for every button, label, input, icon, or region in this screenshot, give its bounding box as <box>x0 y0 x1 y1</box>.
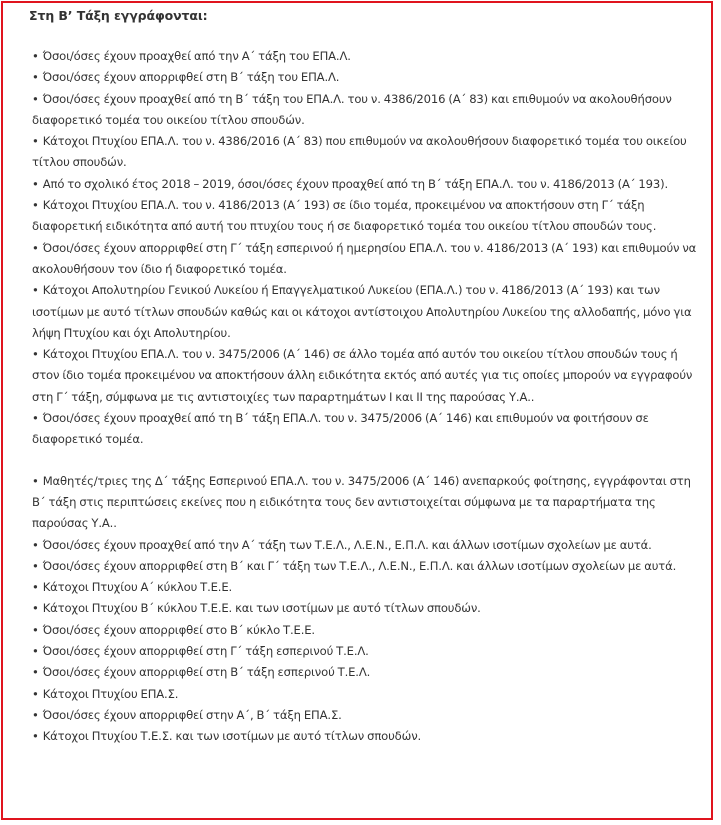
list-item <box>32 641 706 662</box>
list-item-text: Όσοι/όσες έχουν απορριφθεί στη Γ΄ τάξη εσπερινού Τ.Ε.Λ. <box>42 644 369 659</box>
list-item <box>32 535 706 556</box>
bullet-icon: • <box>32 347 39 362</box>
bullet-icon: • <box>32 686 39 701</box>
bullet-icon: • <box>32 665 39 680</box>
bullet-icon: • <box>32 601 39 616</box>
list-item-text: Όσοι/όσες έχουν απορριφθεί στη Β΄ τάξη εσπερινού Τ.Ε.Λ. <box>42 665 371 680</box>
bullet-icon: • <box>32 70 39 85</box>
list-item-text: Από το σχολικό έτος 2018 – 2019, όσοι/όσες έχουν προαχθεί από τη Β΄ τάξη ΕΠΑ.Λ. του ν. 4186/2013 (Α΄ 193). <box>42 176 669 191</box>
list-item-text: Κάτοχοι Πτυχίου ΕΠΑ.Λ. του ν. 3475/2006 (Α΄ 146) σε άλλο τομέα από αυτόν του οικείου τίτλου σπουδών τους ή στον ίδιο τομέα προκειμένου να αποκτήσουν άλλη ειδικότητα εκτός από αυτές για τις οποίες μπορούν να εγγραφούν στη Γ΄ τάξη, σύμφωνα με τις αντιστοιχίες των παραρτημάτων Ι και ΙΙ της παρούσας Υ.Α.. <box>32 347 693 404</box>
bullet-icon: • <box>32 240 39 255</box>
bullet-icon: • <box>32 537 39 552</box>
list-item-text: Κάτοχοι Πτυχίου ΕΠΑ.Λ. του ν. 4386/2016 (Α΄ 83) που επιθυμούν να ακολουθήσουν διαφορετικό τομέα του οικείου τίτλου σπουδών. <box>32 134 687 170</box>
list-item <box>32 577 706 598</box>
list-item <box>32 598 706 619</box>
list-item <box>32 684 706 705</box>
list-item <box>32 344 706 408</box>
list-item-text: Όσοι/όσες έχουν προαχθεί από την Α΄ τάξη του ΕΠΑ.Λ. <box>42 49 351 63</box>
list-item-text: Όσοι/όσες έχουν προαχθεί από τη Β΄ τάξη ΕΠΑ.Λ. του ν. 3475/2006 (Α΄ 146) και επιθυμούν να φοιτήσουν σε διαφορετικό τομέα. <box>32 411 649 447</box>
list-item <box>32 131 706 174</box>
bullet-icon: • <box>32 580 39 595</box>
list-item-text: Κάτοχοι Πτυχίου ΕΠΑ.Λ. του ν. 4186/2013 (Α΄ 193) σε ίδιο τομέα, προκειμένου να αποκτήσουν στη Γ΄ τάξη διαφορετική ειδικότητα από αυτή του πτυχίου τους ή σε διαφορετικό τομέα του οικείου τίτλου σπουδών τους. <box>32 198 657 234</box>
bullet-icon: • <box>32 49 39 63</box>
list-item <box>32 471 706 535</box>
list-item-text: Όσοι/όσες έχουν απορριφθεί στην Α΄, Β΄ τάξη ΕΠΑ.Σ. <box>42 707 342 722</box>
list-item-text: Κάτοχοι Πτυχίου Β΄ κύκλου Τ.Ε.Ε. και των ισοτίμων με αυτό τίτλων σπουδών. <box>42 601 481 616</box>
list-item <box>32 238 706 281</box>
list-item-text: Κάτοχοι Απολυτηρίου Γενικού Λυκείου ή Επαγγελματικού Λυκείου (ΕΠΑ.Λ.) του ν. 4186/2013 (Α΄ 193) και των ισοτίμων με αυτό τίτλων σπουδών καθώς και οι κάτοχοι αντίστοιχου Απολυτηρίου Λυκείου της αλλοδαπής, μόνο για λήψη Πτυχίου και όχι Απολυτηρίου. <box>32 283 692 340</box>
list-item <box>32 705 706 726</box>
list-item <box>32 89 706 132</box>
list-item <box>32 46 706 67</box>
list-item-text: Όσοι/όσες έχουν απορριφθεί στη Β΄ τάξη του ΕΠΑ.Λ. <box>42 70 340 85</box>
list-item <box>32 408 706 451</box>
list-item-text: Μαθητές/τριες της Δ΄ τάξης Εσπερινού ΕΠΑ.Λ. του ν. 3475/2006 (Α΄ 146) ανεπαρκούς φοίτησης, εγγράφονται στη Β΄ τάξη στις περιπτώσεις εκείνες που η ειδικότητα τους δεν αντιστοιχείται σύμφωνα με τα παραρτήματα της παρούσας Υ.Α.. <box>32 473 691 531</box>
bullet-icon: • <box>32 473 39 488</box>
list-item <box>32 195 706 238</box>
list-item-text: Όσοι/όσες έχουν προαχθεί από την Α΄ τάξη των Τ.Ε.Λ., Λ.Ε.Ν., Ε.Π.Λ. και άλλων ισοτίμων σχολείων με αυτά. <box>42 537 652 552</box>
list-item <box>32 556 706 577</box>
highlight-frame <box>1 1 713 820</box>
list-item-text: Όσοι/όσες έχουν προαχθεί από τη Β΄ τάξη του ΕΠΑ.Λ. του ν. 4386/2016 (Α΄ 83) και επιθυμούν να ακολουθήσουν διαφορετικό τομέα του οικείου τίτλου σπουδών. <box>32 91 672 127</box>
bullet-icon: • <box>32 622 39 637</box>
bullet-icon: • <box>32 283 39 298</box>
list-item-text: Όσοι/όσες έχουν απορριφθεί στο Β΄ κύκλο Τ.Ε.Ε. <box>42 622 315 637</box>
list-item-text: Κάτοχοι Πτυχίου Τ.Ε.Σ. και των ισοτίμων με αυτό τίτλων σπουδών. <box>42 729 422 744</box>
list-item <box>32 174 706 195</box>
list-item <box>32 620 706 641</box>
list-item <box>32 67 706 88</box>
bullet-icon: • <box>32 729 39 744</box>
bullet-icon: • <box>32 558 39 573</box>
list-item <box>32 662 706 683</box>
bullet-icon: • <box>32 134 39 149</box>
bullet-icon: • <box>32 411 39 426</box>
bullet-icon: • <box>32 91 39 106</box>
list-item-text: Κάτοχοι Πτυχίου ΕΠΑ.Σ. <box>42 686 179 701</box>
bullet-icon: • <box>32 644 39 659</box>
bullet-icon: • <box>32 176 39 191</box>
bullet-icon: • <box>32 707 39 722</box>
list-item-text: Κάτοχοι Πτυχίου Α΄ κύκλου Τ.Ε.Ε. <box>42 580 233 595</box>
enrollment-list <box>32 46 706 748</box>
list-item <box>32 726 706 747</box>
section-heading: Στη Β’ Τάξη εγγράφονται: <box>29 8 208 23</box>
bullet-icon: • <box>32 198 39 213</box>
list-item-text: Όσοι/όσες έχουν απορριφθεί στη Γ΄ τάξη εσπερινού ή ημερησίου ΕΠΑ.Λ. του ν. 4186/2013 (Α΄ 193) και επιθυμούν να ακολουθήσουν τον ίδιο ή διαφορετικό τομέα. <box>32 240 697 276</box>
list-item-text: Όσοι/όσες έχουν απορριφθεί στη Β΄ και Γ΄ τάξη των Τ.Ε.Λ., Λ.Ε.Ν., Ε.Π.Λ. και άλλων ισοτίμων σχολείων με αυτά. <box>42 558 677 573</box>
list-item <box>32 280 706 344</box>
